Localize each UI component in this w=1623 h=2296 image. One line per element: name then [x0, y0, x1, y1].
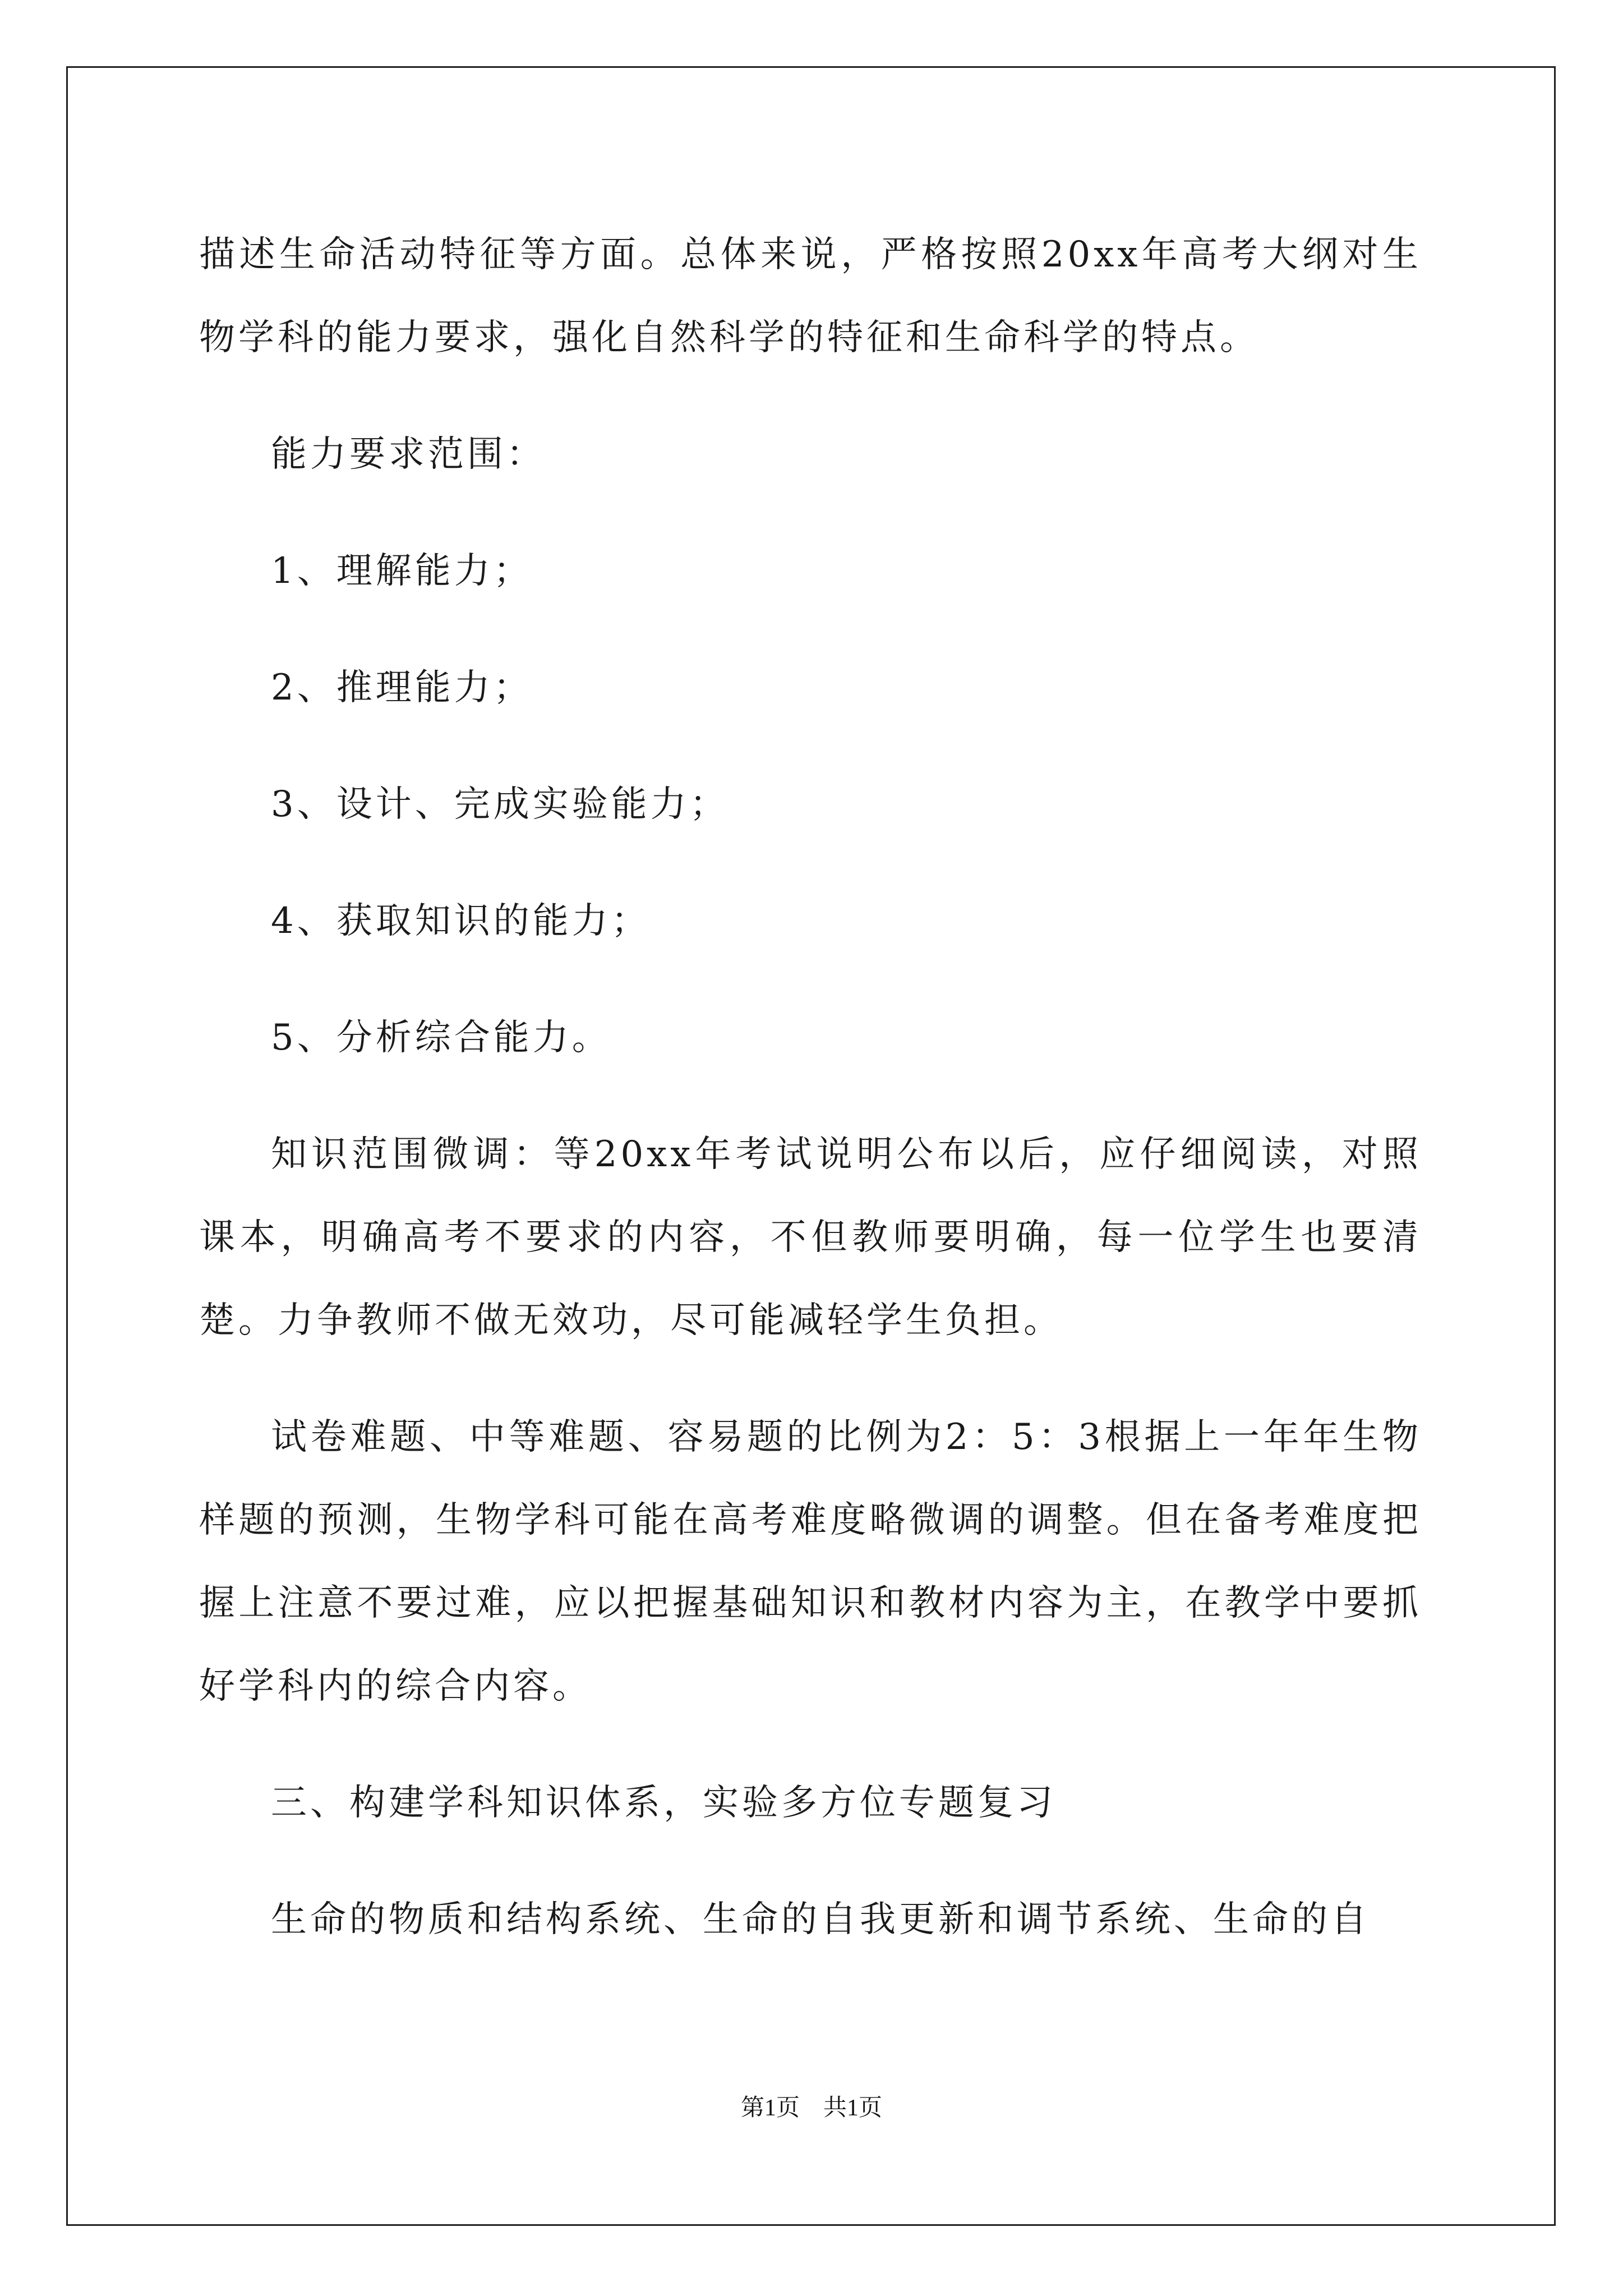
list-item: 1、理解能力；	[271, 550, 533, 592]
page-number-footer: 第1页 共1页	[740, 2095, 882, 2121]
paragraph: 试卷难题、中等难题、容易题的比例为2：5：3根据上一年年生物样题的预测，生物学科可能在高考难度略微调的调整。但在备考难度把握上注意不要过难，应以把握基础知识和教材内容为主，在教学中要抓好学科内的综合内容。	[199, 1416, 1422, 1707]
paragraph: 生命的物质和结构系统、生命的自我更新和调节系统、生命的自	[271, 1899, 1370, 1940]
paragraph: 能力要求范围：	[271, 434, 546, 475]
list-item: 3、设计、完成实验能力；	[271, 784, 729, 825]
paragraph: 知识范围微调：等20xx年考试说明公布以后，应仔细阅读，对照课本，明确高考不要求的内容，不但教师要明确，每一位学生也要清楚。力争教师不做无效功，尽可能减轻学生负担。	[199, 1134, 1422, 1341]
section-heading: 三、构建学科知识体系，实验多方位专题复习	[271, 1782, 1056, 1824]
list-item: 5、分析综合能力。	[271, 1017, 611, 1059]
document-body	[199, 213, 1422, 1995]
list-item: 4、获取知识的能力；	[271, 900, 651, 942]
list-item: 2、推理能力；	[271, 667, 533, 708]
paragraph: 描述生命活动特征等方面。总体来说，严格按照20xx年高考大纲对生物学科的能力要求，强化自然科学的特征和生命科学的特点。	[199, 234, 1422, 358]
